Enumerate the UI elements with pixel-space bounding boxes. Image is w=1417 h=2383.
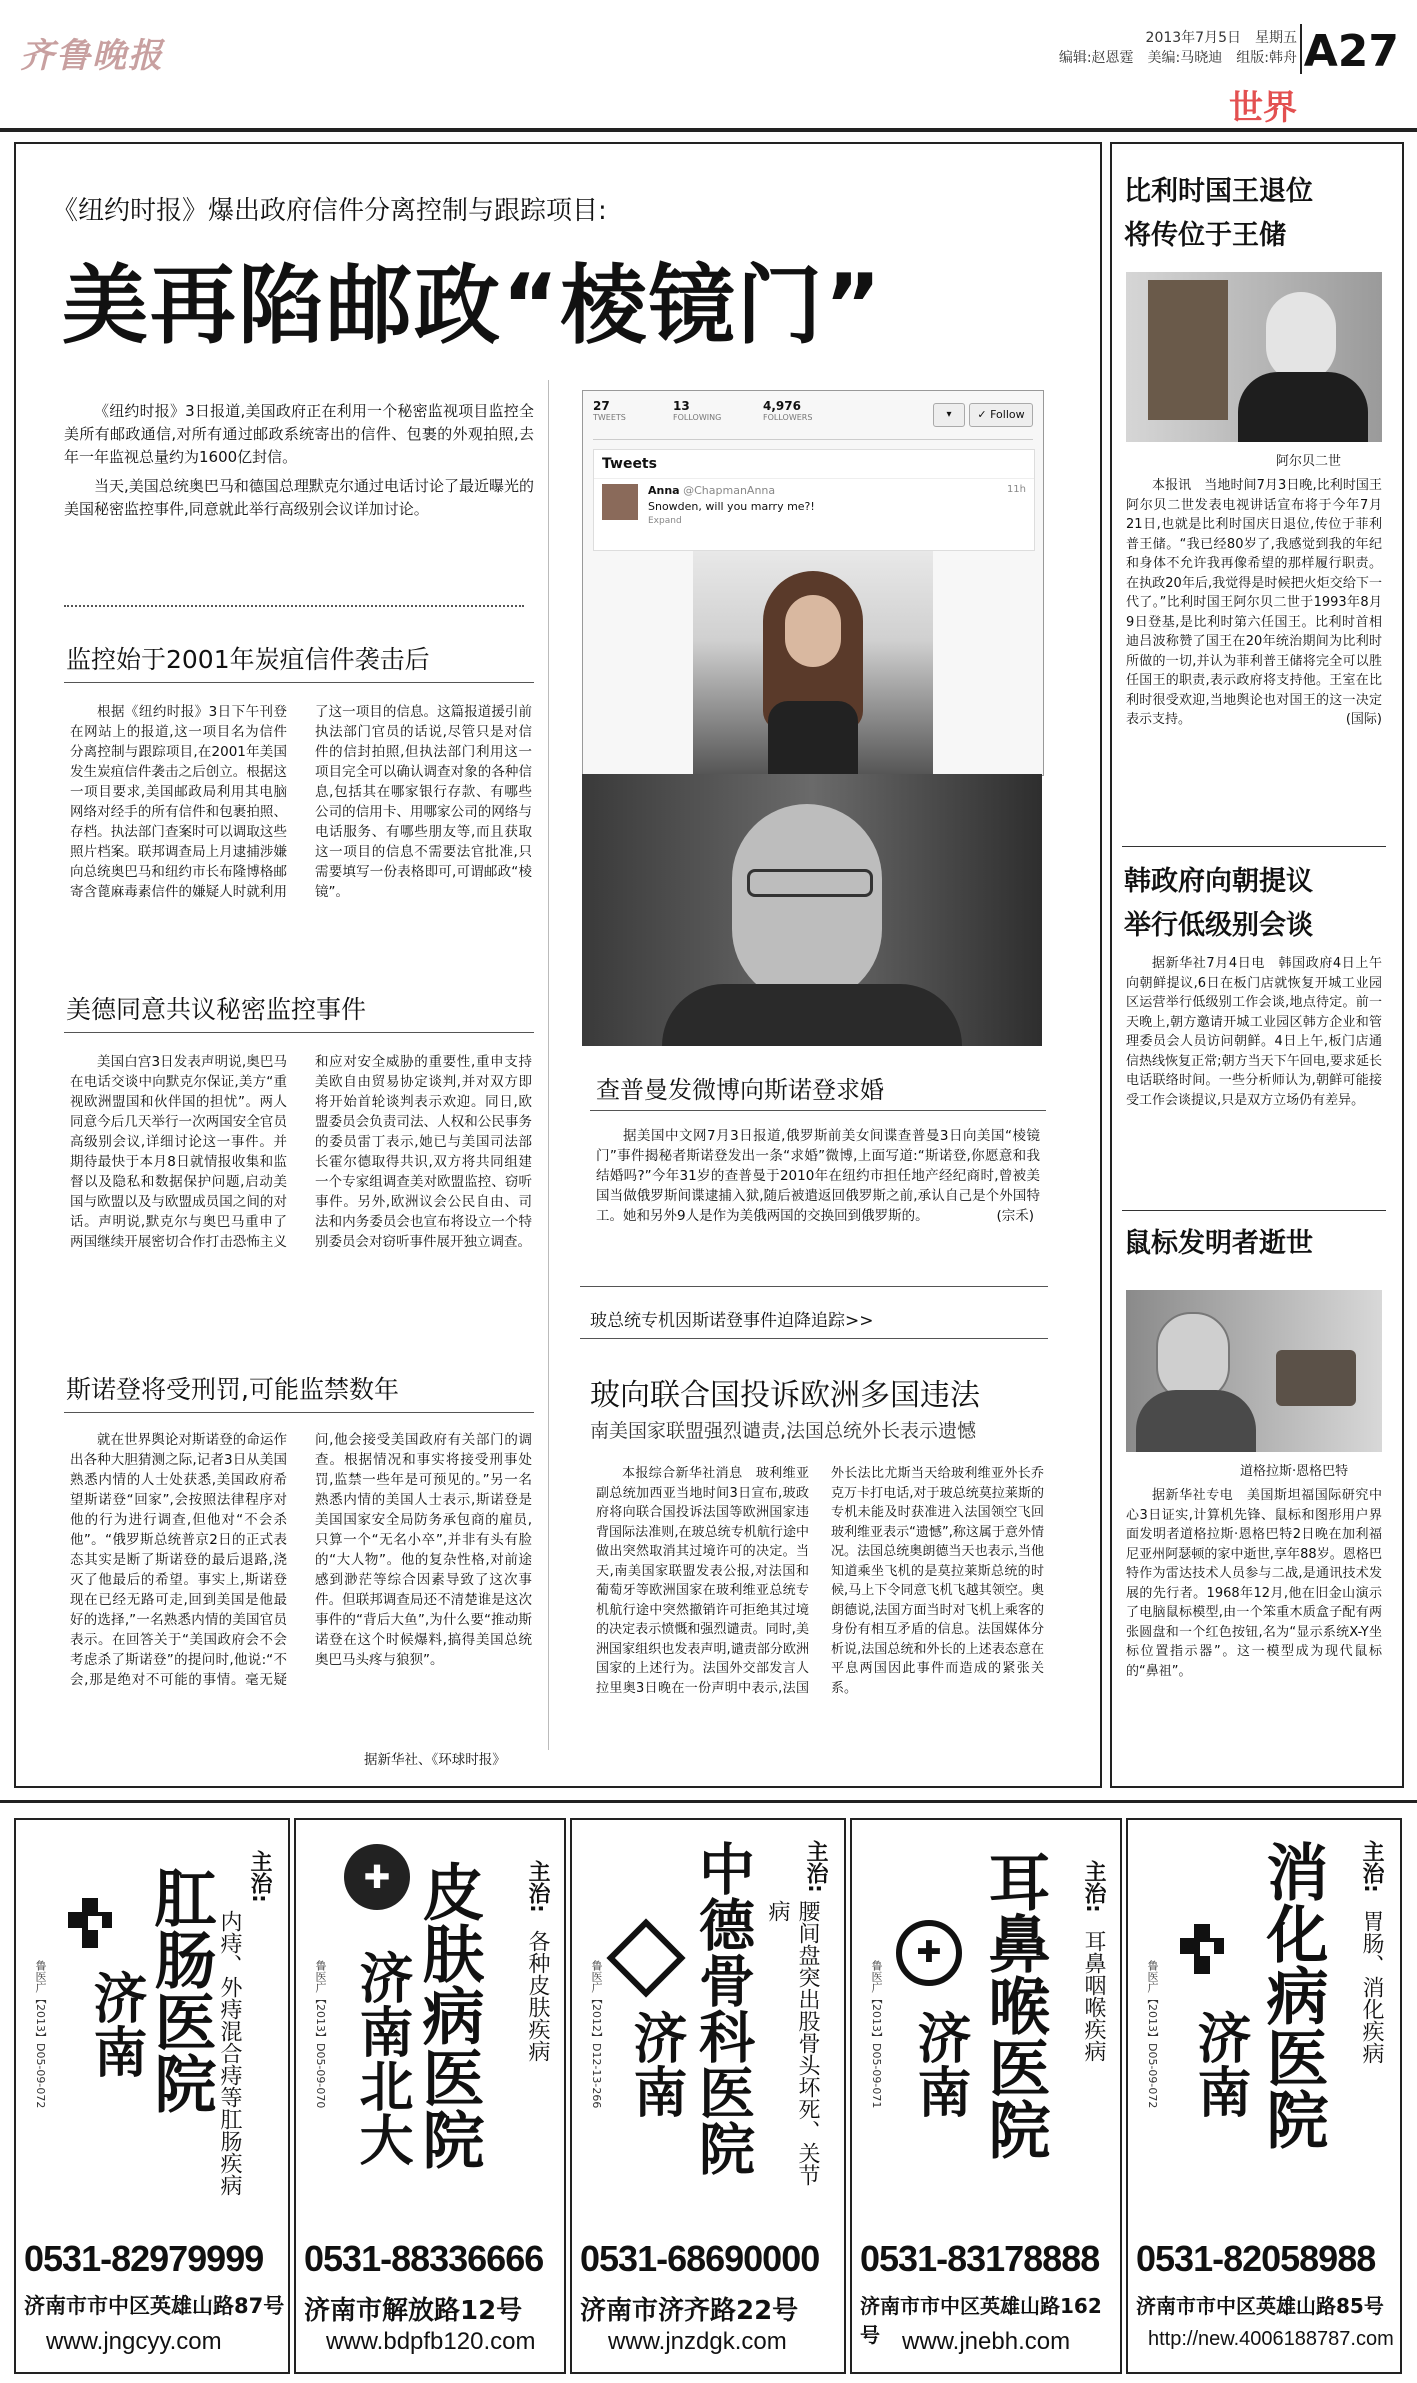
ad-5-url[interactable]: http://new.4006188787.com	[1148, 2328, 1394, 2350]
albert-caption: 阿尔贝二世	[1276, 454, 1342, 469]
ad-5-address: 济南市市中区英雄山路85号	[1136, 2294, 1384, 2318]
ad-5-treatment: 胃肠、消化疾病	[1359, 1910, 1384, 2064]
mouse-prototype-shape	[1276, 1350, 1356, 1406]
korea-story-body: 据新华社7月4日电 韩国政府4日上午向朝鲜提议,6日在板门店就恢复开城工业园区运营举行低级别工作会谈,地点待定。前一天晚上,朝方邀请开城工业园区韩方企业和管理委员会人员访问朝鲜。4日上午,板门店通信热线恢复正常;朝方当天下午回电,要求延长电话联络时间。一些分析师认为,朝鲜可能接受工作会谈提议,只是双方立场仍有差异。	[1126, 956, 1382, 1108]
ad-4-name: 耳鼻喉医院	[978, 1850, 1051, 2160]
chapman-dress-shape	[768, 701, 858, 775]
issue-date: 2013年7月5日 星期五	[1145, 30, 1297, 46]
newspaper-brand: 齐鲁晚报	[20, 36, 164, 76]
section-body-2: 美国白宫3日发表声明说,奥巴马在电话交谈中向默克尔保证,美方“重视欧洲盟国和伙伴国的担忧”。两人同意今后几天举行一次两国安全官员高级别会议,详细讨论这一事件。并期待最快于本月8日就情报收集和监督以及隐私和数据保护问题,启动美国与欧盟以及与欧盟成员国之间的对话。声明说,默克尔与奥巴马重申了两国继续开展密切合作打击恐怖主义和应对安全威胁的重要性,重申支持美欧自由贸易协定谈判,并对双方即将开始首轮谈判表示欢迎。同日,欧盟委员会负责司法、人权和公民事务的委员雷丁表示,她已与美国司法部长霍尔德取得共识,双方将共同组建一个专家组调查美对欧盟监控、窃听事件。另外,欧洲议会公民自由、司法和内务委员会也宣布将设立一个特别委员会对窃听事件展开独立调查。	[70, 1054, 532, 1250]
stat-following: 13 FOLLOWING	[673, 399, 722, 422]
ad-4-license: 鲁医广【2013】D05-09-071	[870, 1960, 883, 2109]
ad-1-treatment-label: 主治:	[247, 1850, 272, 1903]
chapman-story-body: 据美国中文网7月3日报道,俄罗斯前美女间谍查普曼3日向美国“棱镜门”事件揭秘者斯诺登发出一条“求婚”微博,上面写道:“斯诺登,你愿意和我结婚吗?”今年31岁的查普曼于2010年在纽约市担任地产经纪商时,曾被美国当做俄罗斯间谍逮捕入狱,随后被遣返回俄罗斯之前,承认自己是个外国特工。她和另外9人是作为美俄两国的交换回到俄罗斯的。 (宗禾)	[596, 1128, 1040, 1224]
lead-paragraph-2: 当天,美国总统奥巴马和德国总理默克尔通过电话讨论了最近曝光的美国秘密监控事件,同意就此举行高级别会议详加讨论。	[64, 477, 534, 518]
section-title-2-rule	[64, 1032, 534, 1033]
page-number: A27	[1303, 26, 1399, 77]
ad-2-treatment: 各种皮肤疾病	[525, 1930, 550, 2062]
ad-2-name: 皮肤病医院	[412, 1860, 485, 2170]
editor-credits: 编辑:赵恩霆 美编:马晓迪 组版:韩舟	[1058, 50, 1297, 66]
ad-2-treatment-label: 主治:	[525, 1860, 550, 1913]
ad-2-license: 鲁医广【2013】D05-09-070	[314, 1960, 327, 2109]
ad-dermatology-hospital[interactable]	[294, 1818, 566, 2374]
belgium-story-body: 本报讯 当地时间7月3日晚,比利时国王阿尔贝二世发表电视讲话宣布将于今年7月21日,也就是比利时国庆日退位,传位于菲利普王储。“我已经80岁了,我感觉到我的年纪和身体不允许我再像希望的那样履行职责。在执政20年后,我觉得是时候把火炬交给下一代了。”比利时国王阿尔贝二世于1993年8月9日登基,是比利时第六任国王。比利时首相迪吕波称赞了国王在20年统治期间为比利时所做的一切,并认为菲利普王储将完全可以胜任国王的职责,表示政府将支持他。王室在比利时很受欢迎,当地舆论也对国王的这一决定表示支持。 (国际)	[1126, 476, 1382, 730]
ad-2-city: 济南北大	[351, 1950, 414, 2166]
hospital-emblem-icon: ✚	[344, 1844, 410, 1910]
ad-orthopedic-hospital[interactable]	[570, 1818, 846, 2374]
section-title-2: 美德同意共议秘密监控事件	[66, 995, 367, 1024]
settings-menu-button[interactable]: ▾	[933, 403, 965, 427]
bolivia-title: 玻向联合国投诉欧洲多国违法	[590, 1378, 980, 1413]
ad-1-license: 鲁医广【2013】D05-09-072	[34, 1960, 47, 2109]
snowden-photo	[582, 774, 1042, 1046]
engelbart-story-title: 鼠标发明者逝世	[1124, 1228, 1313, 1259]
portrait-painting-shape	[1148, 280, 1228, 420]
ad-1-treatment: 内痔、外痔混合痔等肛肠疾病	[217, 1910, 242, 2196]
ad-2-url[interactable]: www.bdpfb120.com	[326, 2328, 536, 2355]
lead-paragraph-1: 《纽约时报》3日报道,美国政府正在利用一个秘密监视项目监控全美所有邮政通信,对所有通过邮政系统寄出的信件、包裹的外观拍照,去年一年监视总量约为1600亿封信。	[64, 402, 534, 466]
ad-5-phone: 0531-82058988	[1136, 2238, 1376, 2279]
hospital-round-icon: ✚	[896, 1920, 962, 1986]
tweets-heading: Tweets	[594, 450, 1034, 479]
story-headline: 美再陷邮政“棱镜门”	[62, 256, 884, 356]
korea-story-title: 韩政府向朝提议举行低级别会谈	[1124, 866, 1313, 941]
ad-1-phone: 0531-82979999	[24, 2238, 264, 2279]
ad-1-address: 济南市市中区英雄山路87号	[24, 2294, 285, 2318]
masthead-meta	[1059, 28, 1297, 68]
snowden-glasses-shape	[747, 869, 873, 897]
section-title-3-rule	[64, 1412, 534, 1413]
masthead-divider	[1300, 24, 1302, 74]
ad-ent-hospital[interactable]	[850, 1818, 1122, 2374]
tweet-author: Anna	[648, 484, 680, 497]
tweet-screenshot	[582, 390, 1044, 776]
bolivia-subtitle: 南美国家联盟强烈谴责,法国总统外长表示遗憾	[590, 1420, 977, 1442]
ad-digestive-hospital[interactable]	[1126, 1818, 1402, 2374]
column-divider	[548, 380, 549, 1750]
ad-4-address: 济南市市中区英雄山路162号	[860, 2294, 1102, 2347]
bolivia-body: 本报综合新华社消息 玻利维亚副总统加西亚当地时间3日宣布,玻政府将向联合国投诉法国等欧洲国家违背国际法准则,在玻总统专机航行途中做出突然取消其过境许可的决定。当天,南美国家联盟发表公报,对法国和葡萄牙等欧洲国家在玻利维亚总统专机航行途中突然撤销许可拒绝其过境的决定表示愤慨和强烈谴责。同时,美洲国家组织也发表声明,谴责部分欧洲国家的上述行为。法国外交部发言人拉里奥3日晚在一份声明中表示,法国外长法比尤斯当天给玻利维亚外长乔克万卡打电话,对于玻总统莫拉莱斯的专机未能及时获准进入法国领空飞回玻利维亚表示“遗憾”,称这属于意外情况。法国总统奥朗德当天也表示,当他知道乘坐飞机的是莫拉莱斯总统的时候,马上下令同意飞机飞越其领空。奥朗德说,法国方面当时对飞机上乘客的身份有相互矛盾的信息。法国媒体分析说,法国总统和外长的上述表态意在平息两国因此事件而造成的紧张关系。	[596, 1466, 1044, 1696]
tweet-text: Snowden, will you marry me?!	[648, 500, 815, 513]
ad-1-city: 济南	[85, 1970, 148, 2078]
ad-4-treatment-label: 主治:	[1081, 1860, 1106, 1913]
ad-5-city: 济南	[1189, 2010, 1252, 2118]
engelbart-caption: 道格拉斯·恩格巴特	[1240, 1464, 1349, 1479]
tweets-panel	[593, 449, 1035, 551]
engelbart-head-shape	[1156, 1312, 1230, 1402]
lead-rule	[64, 605, 524, 607]
engelbart-photo	[1126, 1290, 1382, 1452]
ad-3-phone: 0531-68690000	[580, 2238, 820, 2279]
engelbart-story-body: 据新华社专电 美国斯坦福国际研究中心3日证实,计算机先锋、鼠标和图形用户界面发明者道格拉斯·恩格巴特2日晚在加利福尼亚州阿瑟顿的家中逝世,享年88岁。恩格巴特作为雷达技术人员参与二战,是通讯技术发展的先行者。1968年12月,他在旧金山演示了电脑鼠标模型,由一个笨重木质盒子配有两张圆盘和一个红色按钮,名为“显示系统X-Y坐标位置指示器”。这一模型成为现代鼠标的“鼻祖”。	[1126, 1488, 1382, 1679]
ad-1-url[interactable]: www.jngcyy.com	[46, 2328, 222, 2355]
bolivia-teaser-link[interactable]: 玻总统专机因斯诺登事件迫降追踪>>	[590, 1311, 874, 1331]
sidebar-rule-2	[1122, 1210, 1386, 1211]
ad-4-city: 济南	[909, 2010, 972, 2118]
tweet-handle: @ChapmanAnna	[683, 484, 776, 497]
snowden-shoulders-shape	[662, 984, 962, 1046]
follow-bird-icon: ✓	[977, 408, 987, 421]
chapman-photo	[693, 551, 933, 775]
ad-3-name: 中德骨科医院	[690, 1840, 755, 2176]
ad-5-treatment-label: 主治:	[1359, 1840, 1384, 1893]
ads-top-rule	[0, 1800, 1417, 1803]
teaser-rule	[580, 1338, 1048, 1339]
ad-3-address: 济南市济齐路22号	[580, 2296, 799, 2326]
sidebar-rule-1	[1122, 846, 1386, 847]
hospital-diamond-icon	[606, 1918, 685, 1997]
ad-2-phone: 0531-88336666	[304, 2238, 544, 2279]
albert-head-shape	[1266, 292, 1336, 382]
ad-3-url[interactable]: www.jnzdgk.com	[608, 2328, 787, 2355]
ad-2-address: 济南市解放路12号	[304, 2296, 523, 2326]
tweet-expand-link[interactable]: Expand	[648, 516, 682, 526]
tweet-stats	[593, 399, 1033, 440]
ad-4-url[interactable]: www.jnebh.com	[902, 2328, 1071, 2355]
chapman-credit: (宗禾)	[996, 1208, 1034, 1224]
albert-photo	[1126, 272, 1382, 442]
tweet-avatar	[602, 484, 638, 520]
ad-4-treatment: 耳鼻咽喉疾病	[1081, 1930, 1106, 2062]
stat-followers: 4,976 FOLLOWERS	[763, 399, 813, 422]
ad-4-phone: 0531-83178888	[860, 2238, 1100, 2279]
ad-1-name: 肛肠医院	[144, 1866, 217, 2114]
ad-5-name: 消化病医院	[1256, 1840, 1329, 2150]
engelbart-body-shape	[1136, 1390, 1256, 1452]
belgium-credit: (国际)	[1345, 712, 1382, 727]
chapman-face-shape	[785, 595, 841, 667]
belgium-story-title: 比利时国王退位将传位于王储	[1124, 176, 1313, 251]
ad-3-treatment: 腰间盘突出股骨头坏死、关节病	[765, 1900, 820, 2186]
chapman-box-bottom	[580, 1286, 1048, 1287]
section-3-credit: 据新华社、《环球时报》	[364, 1752, 506, 1768]
stat-tweets: 27 TWEETS	[593, 399, 626, 422]
story-lead	[64, 400, 534, 521]
tweet-author-line	[648, 484, 775, 497]
section-title-3: 斯诺登将受刑罚,可能监禁数年	[66, 1375, 399, 1404]
snowden-face-shape	[732, 804, 882, 1004]
story-kicker: 《纽约时报》爆出政府信件分离控制与跟踪项目:	[52, 196, 607, 226]
ad-colorectal-hospital[interactable]	[14, 1818, 290, 2374]
ad-3-license: 鲁医广【2012】D12-13-266	[590, 1960, 603, 2109]
section-title-1: 监控始于2001年炭疽信件袭击后	[66, 645, 430, 674]
chapman-title-rule	[590, 1110, 1046, 1111]
ad-3-treatment-label: 主治:	[803, 1840, 828, 1893]
section-title-1-rule	[64, 682, 534, 683]
tweet-time: 11h	[1006, 484, 1026, 495]
section-body-1: 根据《纽约时报》3日下午刊登在网站上的报道,这一项目名为信件分离控制与跟踪项目,在2001年美国发生炭疽信件袭击之后创立。根据这一项目要求,美国邮政局利用其电脑网络对经手的所有信件和包裹拍照、存档。执法部门查案时可以调取这些照片档案。联邦调查局上月逮捕涉嫌向总统奥巴马和纽约市长布隆博格邮寄含蓖麻毒素信件的嫌疑人时就利用了这一项目的信息。这篇报道援引前执法部门官员的话说,尽管只是对信件的信封拍照,但执法部门利用这一项目完全可以确认调查对象的各种信息,包括其在哪家银行存款、有哪些公司的信用卡、用哪家公司的网络与电话服务、有哪些朋友等,而且获取这一项目的信息不需要法官批准,只需要填写一份表格即可,可谓邮政“棱镜”。	[70, 704, 532, 900]
ad-3-city: 济南	[625, 2010, 688, 2118]
ad-5-license: 鲁医广【2013】D05-09-072	[1146, 1960, 1159, 2109]
section-label: 世界	[1229, 88, 1297, 128]
hospital-cross-icon	[64, 1894, 122, 1952]
follow-button[interactable]: ✓ Follow	[969, 403, 1033, 427]
section-body-3: 就在世界舆论对斯诺登的命运作出各种大胆猜测之际,记者3日从美国熟悉内情的人士处获悉,美国政府希望斯诺登“回家”,会按照法律程序对他的行为进行调查,但他对“不会杀他”。“俄罗斯总统普京2日的正式表态其实是断了斯诺登的最后退路,浇灭了他最后的希望。事实上,斯诺登现在已经无路可走,回到美国是他最好的选择,”一名熟悉内情的美国官员表示。在回答关于“美国政府会不会考虑杀了斯诺登”的提问时,他说:“不会,那是绝对不可能的事情。毫无疑问,他会接受美国政府有关部门的调查。根据情况和事实将接受刑事处罚,监禁一些年是可预见的。”另一名熟悉内情的美国人士表示,斯诺登是美国国家安全局防务承包商的雇员,只算一个“无名小卒”,并非有头有脸的“大人物”。他的复杂性格,对前途感到渺茫等综合因素导致了这次事件。但联邦调查局还不清楚谁是这次事件的“背后大鱼”,为什么要“推动斯诺登在这个时候爆料,搞得美国总统奥巴马头疼与狼狈”。	[70, 1432, 532, 1688]
masthead-rule	[0, 128, 1417, 132]
albert-suit-shape	[1238, 372, 1368, 442]
chapman-story-title: 查普曼发微博向斯诺登求婚	[596, 1076, 884, 1104]
hospital-cross-icon	[1176, 1920, 1234, 1978]
